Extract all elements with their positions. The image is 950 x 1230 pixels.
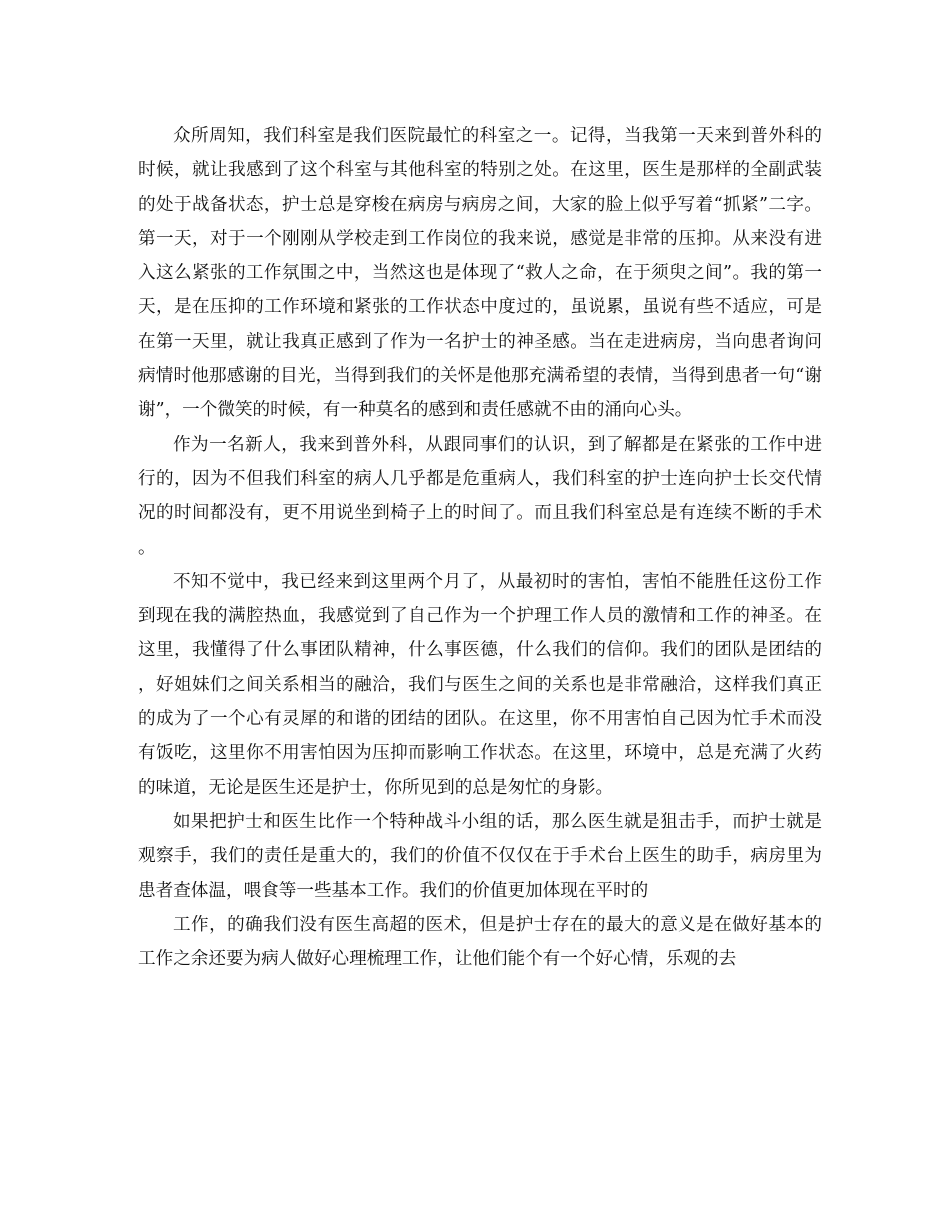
paragraph-3: 不知不觉中，我已经来到这里两个月了，从最初时的害怕，害怕不能胜任这份工作到现在我的满腔热血，我感觉到了自己作为一个护理工作人员的激情和工作的神圣。在这里，我懂得了什么事团队精神，什么事医德，什么我们的信仰。我们的团队是团结的，好姐妹们之间关系相当的融洽，我们与医生之间的关系也是非常融洽，这样我们真正的成为了一个心有灵犀的和谐的团结的团队。在这里，你不用害怕自己因为忙手术而没有饭吃，这里你不用害怕因为压抑而影响工作状态。在这里，环境中，总是充满了火药的味道，无论是医生还是护士，你所见到的总是匆忙的身影。: [138, 571, 822, 798]
paragraph-5: 工作，的确我们没有医生高超的医术，但是护士存在的最大的意义是在做好基本的工作之余还要为病人做好心理梳理工作，让他们能个有一个好心情，乐观的去: [138, 914, 822, 970]
paragraph-4: 如果把护士和医生比作一个特种战斗小组的话，那么医生就是狙击手，而护士就是观察手，我们的责任是重大的，我们的价值不仅仅在于手术台上医生的助手，病房里为患者查体温，喂食等一些基本工作。我们的价值更加体现在平时的: [138, 811, 822, 901]
paragraph-1: 众所周知，我们科室是我们医院最忙的科室之一。记得，当我第一天来到普外科的时候，就让我感到了这个科室与其他科室的特别之处。在这里，医生是那样的全副武装的处于战备状态，护士总是穿梭在病房与病房之间，大家的脸上似乎写着“抓紧”二字。第一天，对于一个刚刚从学校走到工作岗位的我来说，感觉是非常的压抑。从来没有进入这么紧张的工作氛围之中，当然这也是体现了“救人之命，在于须臾之间”。我的第一天，是在压抑的工作环境和紧张的工作状态中度过的，虽说累，虽说有些不适应，可是在第一天里，就让我真正感到了作为一名护士的神圣感。当在走进病房，当向患者询问病情时他那感谢的目光，当得到我们的关怀是他那充满希望的表情，当得到患者一句“谢谢”，一个微笑的时候，有一种莫名的感到和责任感就不由的涌向心头。: [138, 126, 822, 421]
paragraph-2: 作为一名新人，我来到普外科，从跟同事们的认识，到了解都是在紧张的工作中进行的，因为不但我们科室的病人几乎都是危重病人，我们科室的护士连向护士长交代情况的时间都没有，更不用说坐到椅子上的时间了。而且我们科室总是有连续不断的手术。: [138, 434, 822, 558]
document-body: [138, 119, 822, 976]
